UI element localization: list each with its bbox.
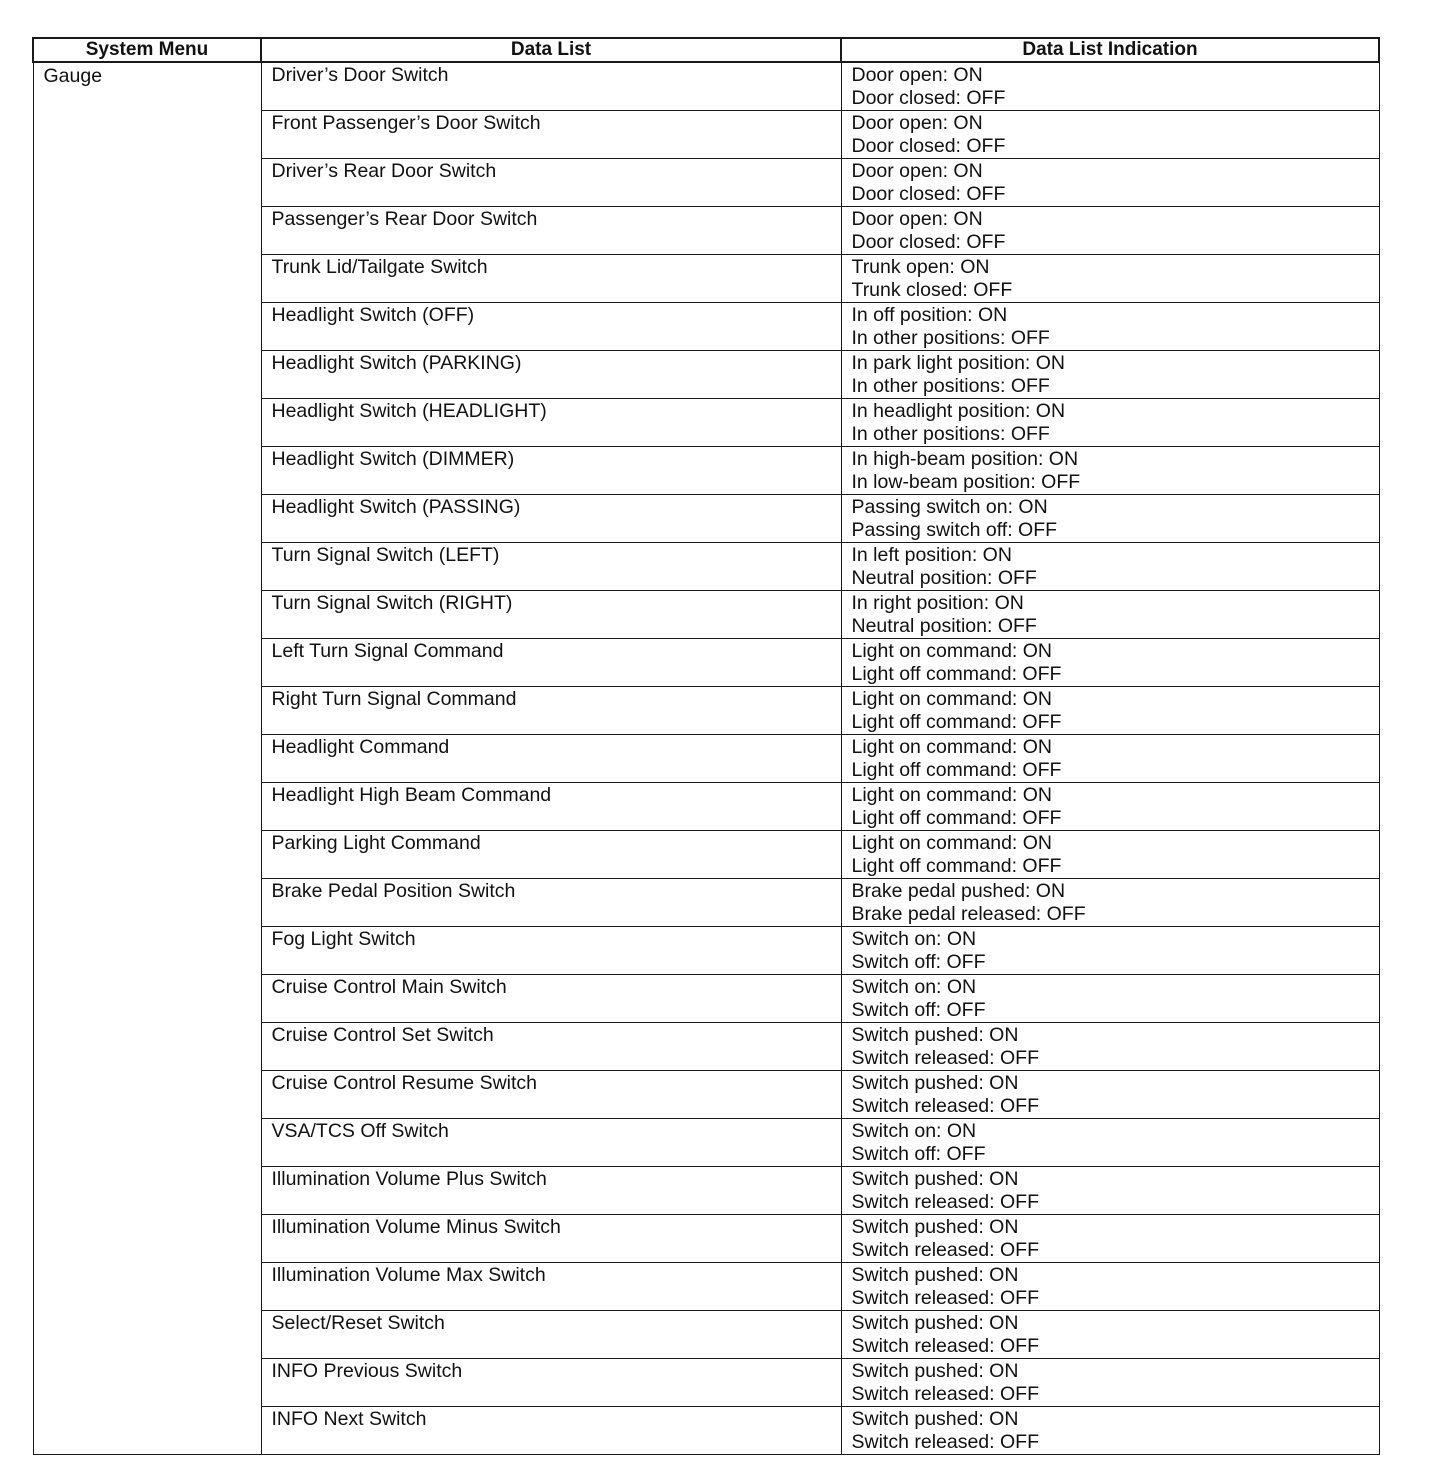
data-list-item: Headlight Switch (OFF) — [261, 303, 841, 351]
data-list-item: Front Passenger’s Door Switch — [261, 111, 841, 159]
indication-on-text: In park light position: ON — [851, 352, 1066, 374]
indication-on-text: In right position: ON — [851, 592, 1024, 614]
data-list-item: Headlight Switch (HEADLIGHT) — [261, 399, 841, 447]
data-list-indication — [841, 447, 1379, 495]
data-list-item: Headlight High Beam Command — [261, 783, 841, 831]
indication-on-text: Switch pushed: ON — [851, 1360, 1019, 1382]
data-list-indication — [841, 303, 1379, 351]
data-list-item: Illumination Volume Plus Switch — [261, 1167, 841, 1215]
indication-on-text: Light on command: ON — [851, 736, 1053, 758]
indication-on-text: Trunk open: ON — [851, 256, 990, 278]
data-list-indication — [841, 543, 1379, 591]
indication-on-text: Switch pushed: ON — [851, 1408, 1019, 1430]
indication-on-text: Switch on: ON — [851, 976, 977, 998]
indication-off-text: Switch released: OFF — [851, 1095, 1039, 1117]
indication-off-text: Switch released: OFF — [851, 1191, 1039, 1213]
indication-on-text: Switch pushed: ON — [851, 1168, 1019, 1190]
indication-off-text: Door closed: OFF — [851, 87, 1006, 109]
header-system-menu: System Menu — [33, 38, 261, 62]
data-list-item: Driver’s Rear Door Switch — [261, 159, 841, 207]
data-list-indication — [841, 927, 1379, 975]
data-list-indication — [841, 687, 1379, 735]
data-list-item: Headlight Switch (PASSING) — [261, 495, 841, 543]
indication-on-text: Switch pushed: ON — [851, 1072, 1019, 1094]
data-list-indication — [841, 1167, 1379, 1215]
indication-off-text: Switch off: OFF — [851, 951, 986, 973]
data-list-item: Fog Light Switch — [261, 927, 841, 975]
data-list-indication — [841, 111, 1379, 159]
indication-on-text: Switch on: ON — [851, 928, 977, 950]
indication-on-text: In left position: ON — [851, 544, 1012, 566]
indication-on-text: Light on command: ON — [851, 784, 1053, 806]
data-list-indication — [841, 639, 1379, 687]
data-list-indication — [841, 1071, 1379, 1119]
indication-off-text: Door closed: OFF — [851, 135, 1006, 157]
indication-off-text: Light off command: OFF — [851, 807, 1062, 829]
indication-off-text: Switch released: OFF — [851, 1239, 1039, 1261]
indication-on-text: Passing switch on: ON — [851, 496, 1048, 518]
data-list-item: Select/Reset Switch — [261, 1311, 841, 1359]
indication-off-text: Switch off: OFF — [851, 999, 986, 1021]
indication-on-text: Brake pedal pushed: ON — [851, 880, 1066, 902]
data-list-item: Right Turn Signal Command — [261, 687, 841, 735]
table-header-row — [33, 38, 1379, 62]
data-list-indication — [841, 1311, 1379, 1359]
indication-on-text: Door open: ON — [851, 160, 983, 182]
indication-off-text: Light off command: OFF — [851, 663, 1062, 685]
data-list-indication — [841, 399, 1379, 447]
indication-off-text: Switch released: OFF — [851, 1335, 1039, 1357]
data-list-item: Cruise Control Main Switch — [261, 975, 841, 1023]
data-list-indication — [841, 1359, 1379, 1407]
data-list-item: Parking Light Command — [261, 831, 841, 879]
indication-on-text: Switch pushed: ON — [851, 1312, 1019, 1334]
indication-on-text: In off position: ON — [851, 304, 1008, 326]
indication-off-text: In other positions: OFF — [851, 423, 1050, 445]
indication-on-text: Light on command: ON — [851, 688, 1053, 710]
data-list-indication — [841, 1263, 1379, 1311]
data-list-indication — [841, 207, 1379, 255]
indication-off-text: Neutral position: OFF — [851, 615, 1037, 637]
system-menu-cell: Gauge — [33, 62, 261, 1455]
indication-off-text: Switch released: OFF — [851, 1383, 1039, 1405]
indication-on-text: Door open: ON — [851, 208, 983, 230]
data-list-indication — [841, 351, 1379, 399]
data-list-item: Brake Pedal Position Switch — [261, 879, 841, 927]
header-data-list: Data List — [261, 38, 841, 62]
indication-off-text: Switch off: OFF — [851, 1143, 986, 1165]
table-row — [33, 62, 1379, 111]
indication-on-text: Door open: ON — [851, 112, 983, 134]
data-list-indication — [841, 495, 1379, 543]
data-list-item: Headlight Switch (DIMMER) — [261, 447, 841, 495]
indication-off-text: In other positions: OFF — [851, 327, 1050, 349]
data-list-item: Left Turn Signal Command — [261, 639, 841, 687]
indication-on-text: Switch pushed: ON — [851, 1264, 1019, 1286]
data-list-indication — [841, 159, 1379, 207]
data-list-indication — [841, 1119, 1379, 1167]
indication-on-text: Switch pushed: ON — [851, 1024, 1019, 1046]
data-list-item: Illumination Volume Max Switch — [261, 1263, 841, 1311]
data-list-item: INFO Previous Switch — [261, 1359, 841, 1407]
indication-off-text: In other positions: OFF — [851, 375, 1050, 397]
indication-off-text: Neutral position: OFF — [851, 567, 1037, 589]
data-list-table — [32, 37, 1380, 1455]
data-list-indication — [841, 591, 1379, 639]
data-list-item: Turn Signal Switch (RIGHT) — [261, 591, 841, 639]
data-list-item: Headlight Command — [261, 735, 841, 783]
data-list-item: Turn Signal Switch (LEFT) — [261, 543, 841, 591]
indication-off-text: Door closed: OFF — [851, 231, 1006, 253]
table-body — [33, 62, 1379, 1455]
data-list-item: Trunk Lid/Tailgate Switch — [261, 255, 841, 303]
data-list-item: Illumination Volume Minus Switch — [261, 1215, 841, 1263]
header-data-list-indication: Data List Indication — [841, 38, 1379, 62]
data-list-indication — [841, 735, 1379, 783]
indication-off-text: Trunk closed: OFF — [851, 279, 1013, 301]
indication-off-text: Switch released: OFF — [851, 1431, 1039, 1453]
indication-off-text: Brake pedal released: OFF — [851, 903, 1086, 925]
data-list-indication — [841, 879, 1379, 927]
indication-off-text: Door closed: OFF — [851, 183, 1006, 205]
indication-on-text: Light on command: ON — [851, 640, 1053, 662]
indication-on-text: In headlight position: ON — [851, 400, 1066, 422]
indication-on-text: In high-beam position: ON — [851, 448, 1079, 470]
data-list-indication — [841, 975, 1379, 1023]
data-list-item: Headlight Switch (PARKING) — [261, 351, 841, 399]
data-list-item: Driver’s Door Switch — [261, 62, 841, 111]
indication-off-text: Light off command: OFF — [851, 855, 1062, 877]
data-list-item: VSA/TCS Off Switch — [261, 1119, 841, 1167]
indication-off-text: Passing switch off: OFF — [851, 519, 1058, 541]
data-list-item: INFO Next Switch — [261, 1407, 841, 1455]
data-list-item: Cruise Control Set Switch — [261, 1023, 841, 1071]
indication-off-text: In low-beam position: OFF — [851, 471, 1081, 493]
data-list-indication — [841, 1407, 1379, 1455]
data-list-indication — [841, 1023, 1379, 1071]
data-list-item: Passenger’s Rear Door Switch — [261, 207, 841, 255]
data-list-indication — [841, 62, 1379, 111]
data-list-item: Cruise Control Resume Switch — [261, 1071, 841, 1119]
indication-on-text: Switch pushed: ON — [851, 1216, 1019, 1238]
indication-off-text: Light off command: OFF — [851, 759, 1062, 781]
indication-on-text: Light on command: ON — [851, 832, 1053, 854]
indication-off-text: Light off command: OFF — [851, 711, 1062, 733]
indication-on-text: Door open: ON — [851, 64, 983, 86]
data-list-indication — [841, 831, 1379, 879]
indication-off-text: Switch released: OFF — [851, 1047, 1039, 1069]
data-list-indication — [841, 255, 1379, 303]
indication-on-text: Switch on: ON — [851, 1120, 977, 1142]
data-list-indication — [841, 783, 1379, 831]
data-list-indication — [841, 1215, 1379, 1263]
indication-off-text: Switch released: OFF — [851, 1287, 1039, 1309]
